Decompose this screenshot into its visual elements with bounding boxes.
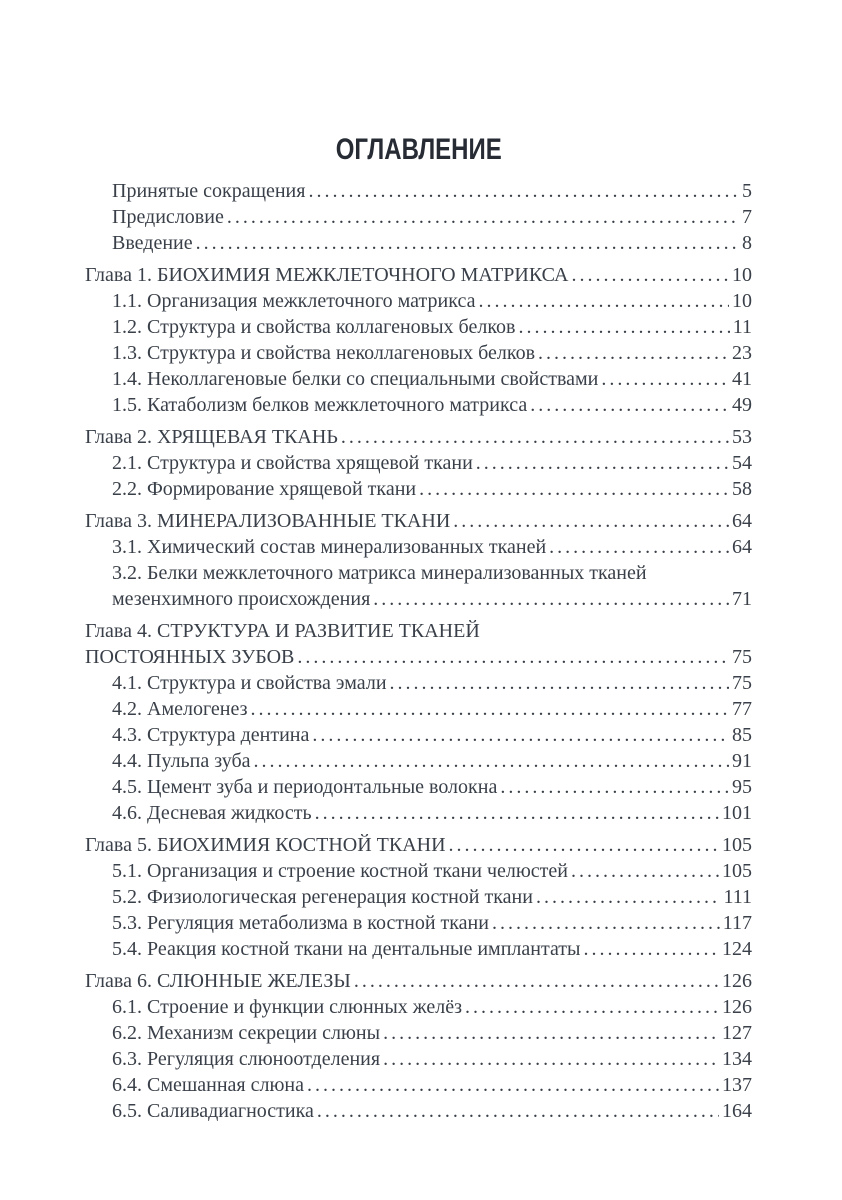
chapter-title-row-line1 [85, 618, 752, 644]
entry-label: 3.2. Белки межклеточного матрикса минерализованных тканей [112, 562, 647, 584]
chapter-title: Глава 5. БИОХИМИЯ КОСТНОЙ ТКАНИ [85, 834, 446, 856]
entry-label: 5.1. Организация и строение костной ткани челюстей [112, 860, 568, 882]
entry-label: 1.3. Структура и свойства неколлагеновых белков [112, 342, 536, 364]
page-number: 23 [732, 342, 752, 364]
dot-leader [294, 644, 729, 670]
page-number: 124 [722, 938, 752, 960]
dot-leader [473, 450, 729, 476]
toc-chapter-4 [85, 618, 752, 826]
entry-label: 6.5. Саливадиагностика [112, 1100, 314, 1122]
page-title [85, 133, 752, 166]
toc-entry-front-1 [85, 204, 752, 230]
entry-label: 1.1. Организация межклеточного матрикса [112, 290, 476, 312]
toc-chapter-1 [85, 262, 752, 418]
toc-chapter-5 [85, 832, 752, 962]
dot-leader [475, 288, 729, 314]
toc-entry-section-wrap-line1 [85, 560, 752, 586]
entry-label: 4.2. Амелогенез [112, 698, 248, 720]
dot-leader [580, 936, 719, 962]
entry-label: 4.6. Десневая жидкость [112, 802, 312, 824]
entry-label: 4.4. Пульпа зуба [112, 750, 251, 772]
dot-leader [527, 392, 729, 418]
entry-label: 6.4. Смешанная слюна [112, 1074, 305, 1096]
page-number: 5 [742, 180, 752, 202]
page-number: 77 [732, 698, 752, 720]
chapter-title: ПОСТОЯННЫХ ЗУБОВ [85, 646, 295, 668]
dot-leader [338, 424, 729, 450]
dot-leader [515, 314, 729, 340]
dot-leader [351, 968, 719, 994]
chapter-title-row [85, 508, 752, 534]
chapter-title-row [85, 424, 752, 450]
toc-entry-section [85, 884, 752, 910]
toc-entry-section [85, 858, 752, 884]
toc-entry-section [85, 774, 752, 800]
entry-label: 6.2. Механизм секреции слюны [112, 1022, 381, 1044]
page-title-text: ОГЛАВЛЕНИЕ [335, 133, 502, 166]
dot-leader [387, 670, 729, 696]
dot-leader [312, 800, 719, 826]
entry-label: 1.2. Структура и свойства коллагеновых белков [112, 316, 516, 338]
dot-leader [193, 230, 739, 256]
dot-leader [248, 696, 730, 722]
toc-entry-section [85, 800, 752, 826]
entry-label: 3.1. Химический состав минерализованных тканей [112, 536, 547, 558]
page-number: 117 [722, 912, 752, 934]
dot-leader [489, 910, 720, 936]
toc-entry-section [85, 476, 752, 502]
chapter-title: Глава 1. БИОХИМИЯ МЕЖКЛЕТОЧНОГО МАТРИКСА [85, 264, 569, 286]
dot-leader [497, 774, 729, 800]
page-number: 53 [732, 426, 752, 448]
dot-leader [314, 1098, 719, 1124]
page-number: 41 [732, 368, 752, 390]
page-number: 137 [722, 1074, 752, 1096]
page-number: 71 [732, 588, 752, 610]
dot-leader [446, 832, 719, 858]
page-number: 105 [722, 860, 752, 882]
page-number: 134 [722, 1048, 752, 1070]
page-number: 75 [732, 646, 752, 668]
page-number: 75 [732, 672, 752, 694]
table-of-contents [85, 178, 752, 1124]
page-number: 126 [722, 996, 752, 1018]
page-number: 105 [722, 834, 752, 856]
page-number: 127 [722, 1022, 752, 1044]
page-number: 64 [732, 536, 752, 558]
page-number: 64 [732, 510, 752, 532]
dot-leader [416, 476, 729, 502]
page-number: 95 [732, 776, 752, 798]
page-number: 10 [732, 264, 752, 286]
chapter-title-row [85, 968, 752, 994]
dot-leader [450, 508, 729, 534]
toc-chapter-6 [85, 968, 752, 1124]
entry-label: 2.1. Структура и свойства хрящевой ткани [112, 452, 473, 474]
toc-entry-section [85, 722, 752, 748]
toc-chapter-2 [85, 424, 752, 502]
dot-leader [535, 340, 729, 366]
toc-entry-section [85, 366, 752, 392]
chapter-title: Глава 3. МИНЕРАЛИЗОВАННЫЕ ТКАНИ [85, 510, 451, 532]
toc-entry-section [85, 450, 752, 476]
chapter-title-row [85, 262, 752, 288]
page-number: 49 [732, 394, 752, 416]
toc-entry-section-wrap-line2 [85, 586, 752, 612]
toc-entry-section [85, 696, 752, 722]
chapter-title: Глава 4. СТРУКТУРА И РАЗВИТИЕ ТКАНЕЙ [85, 620, 480, 642]
entry-label: 5.3. Регуляция метаболизма в костной ткани [112, 912, 489, 934]
dot-leader [598, 366, 729, 392]
toc-entry-section [85, 340, 752, 366]
chapter-title-row [85, 832, 752, 858]
toc-entry-section [85, 936, 752, 962]
dot-leader [533, 884, 721, 910]
page-number: 85 [732, 724, 752, 746]
entry-label: Принятые сокращения [112, 180, 306, 202]
page-number: 101 [722, 802, 752, 824]
page-number: 164 [722, 1100, 752, 1122]
entry-label: Введение [112, 232, 193, 254]
toc-entry-section [85, 1098, 752, 1124]
toc-entry-section [85, 1020, 752, 1046]
toc-entry-section [85, 534, 752, 560]
dot-leader [462, 994, 719, 1020]
dot-leader [568, 858, 719, 884]
entry-label: 2.2. Формирование хрящевой ткани [112, 478, 417, 500]
toc-entry-section [85, 1072, 752, 1098]
dot-leader [304, 1072, 719, 1098]
entry-label: 6.3. Регуляция слюноотделения [112, 1048, 381, 1070]
page-number: 91 [732, 750, 752, 772]
dot-leader [380, 1020, 719, 1046]
page-number: 11 [732, 316, 752, 338]
dot-leader [224, 204, 739, 230]
dot-leader [568, 262, 729, 288]
toc-entry-section [85, 288, 752, 314]
chapter-title: Глава 6. СЛЮННЫЕ ЖЕЛЕЗЫ [85, 970, 351, 992]
entry-label: 6.1. Строение и функции слюнных желёз [112, 996, 462, 1018]
toc-entry-section [85, 748, 752, 774]
toc-entry-front-0 [85, 178, 752, 204]
chapter-title-row-line2 [85, 644, 752, 670]
entry-label: 5.4. Реакция костной ткани на дентальные имплантаты [112, 938, 581, 960]
entry-label: 1.5. Катаболизм белков межклеточного матрикса [112, 394, 528, 416]
toc-content [85, 133, 752, 1124]
chapter-title: Глава 2. ХРЯЩЕВАЯ ТКАНЬ [85, 426, 338, 448]
dot-leader [251, 748, 729, 774]
entry-label: Предисловие [112, 206, 224, 228]
toc-entry-section [85, 994, 752, 1020]
toc-entry-section [85, 670, 752, 696]
page-number: 58 [732, 478, 752, 500]
entry-label: 5.2. Физиологическая регенерация костной ткани [112, 886, 533, 908]
page-number: 111 [723, 886, 752, 908]
toc-entry-section [85, 314, 752, 340]
toc-entry-section [85, 910, 752, 936]
entry-label: мезенхимного происхождения [112, 588, 371, 610]
entry-label: 1.4. Неколлагеновые белки со специальными свойствами [112, 368, 599, 390]
entry-label: 4.5. Цемент зуба и периодонтальные волокна [112, 776, 498, 798]
dot-leader [380, 1046, 719, 1072]
page-number: 8 [742, 232, 752, 254]
page-number: 7 [742, 206, 752, 228]
page-number: 10 [732, 290, 752, 312]
toc-entry-section [85, 392, 752, 418]
page-number: 54 [732, 452, 752, 474]
page-number: 126 [722, 970, 752, 992]
dot-leader [305, 178, 739, 204]
entry-label: 4.3. Структура дентина [112, 724, 310, 746]
toc-chapter-3 [85, 508, 752, 612]
dot-leader [546, 534, 729, 560]
dot-leader [309, 722, 729, 748]
toc-entry-section [85, 1046, 752, 1072]
dot-leader [370, 586, 729, 612]
toc-entry-front-2 [85, 230, 752, 256]
entry-label: 4.1. Структура и свойства эмали [112, 672, 387, 694]
